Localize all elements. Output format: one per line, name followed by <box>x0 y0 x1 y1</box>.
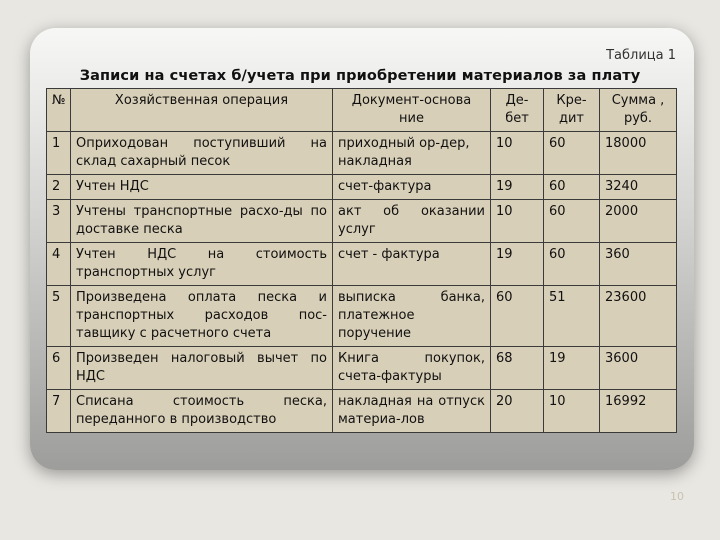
cell-number: 7 <box>47 390 71 433</box>
cell-amount: 3600 <box>600 347 677 390</box>
cell-amount: 360 <box>600 243 677 286</box>
cell-credit: 10 <box>544 390 600 433</box>
cell-operation: Произведена оплата песка и транспортных расходов пос-тавщику с расчетного счета <box>71 286 333 347</box>
cell-credit: 60 <box>544 175 600 200</box>
table-row <box>47 132 677 175</box>
cell-credit: 60 <box>544 243 600 286</box>
cell-amount: 3240 <box>600 175 677 200</box>
cell-number: 5 <box>47 286 71 347</box>
cell-number: 4 <box>47 243 71 286</box>
table-row <box>47 286 677 347</box>
cell-number: 6 <box>47 347 71 390</box>
cell-debit: 10 <box>491 132 544 175</box>
cell-debit: 19 <box>491 243 544 286</box>
cell-operation: Произведен налоговый вычет по НДС <box>71 347 333 390</box>
cell-amount: 16992 <box>600 390 677 433</box>
table-row <box>47 243 677 286</box>
cell-debit: 20 <box>491 390 544 433</box>
cell-operation: Оприходован поступивший на склад сахарный песок <box>71 132 333 175</box>
cell-debit: 60 <box>491 286 544 347</box>
cell-credit: 51 <box>544 286 600 347</box>
cell-document: Книга покупок, счета-фактуры <box>333 347 491 390</box>
header-debit: Де- бет <box>491 89 544 132</box>
table-header-row <box>47 89 677 132</box>
page-number: 10 <box>670 490 684 503</box>
cell-number: 2 <box>47 175 71 200</box>
cell-operation: Учтен НДС на стоимость транспортных услуг <box>71 243 333 286</box>
cell-document: счет-фактура <box>333 175 491 200</box>
cell-credit: 60 <box>544 200 600 243</box>
cell-amount: 18000 <box>600 132 677 175</box>
table-row <box>47 200 677 243</box>
cell-debit: 19 <box>491 175 544 200</box>
cell-credit: 19 <box>544 347 600 390</box>
header-amount: Сумма , руб. <box>600 89 677 132</box>
table-row <box>47 175 677 200</box>
cell-operation: Учтен НДС <box>71 175 333 200</box>
cell-amount: 23600 <box>600 286 677 347</box>
header-operation: Хозяйственная операция <box>71 89 333 132</box>
header-credit: Кре- дит <box>544 89 600 132</box>
cell-operation: Списана стоимость песка, переданного в производство <box>71 390 333 433</box>
table-row <box>47 390 677 433</box>
cell-document: акт об оказании услуг <box>333 200 491 243</box>
table-row <box>47 347 677 390</box>
cell-debit: 68 <box>491 347 544 390</box>
cell-amount: 2000 <box>600 200 677 243</box>
cell-credit: 60 <box>544 132 600 175</box>
cell-document: выписка банка, платежное поручение <box>333 286 491 347</box>
table-caption: Таблица 1 <box>606 48 676 63</box>
cell-number: 3 <box>47 200 71 243</box>
cell-document: приходный ор-дер, накладная <box>333 132 491 175</box>
header-number: № <box>47 89 71 132</box>
accounting-table <box>46 88 677 433</box>
cell-document: накладная на отпуск материа-лов <box>333 390 491 433</box>
page-title: Записи на счетах б/учета при приобретении материалов за плату <box>79 68 641 84</box>
cell-document: счет - фактура <box>333 243 491 286</box>
cell-operation: Учтены транспортные расхо-ды по доставке песка <box>71 200 333 243</box>
cell-number: 1 <box>47 132 71 175</box>
cell-debit: 10 <box>491 200 544 243</box>
header-document: Документ-основа ние <box>333 89 491 132</box>
